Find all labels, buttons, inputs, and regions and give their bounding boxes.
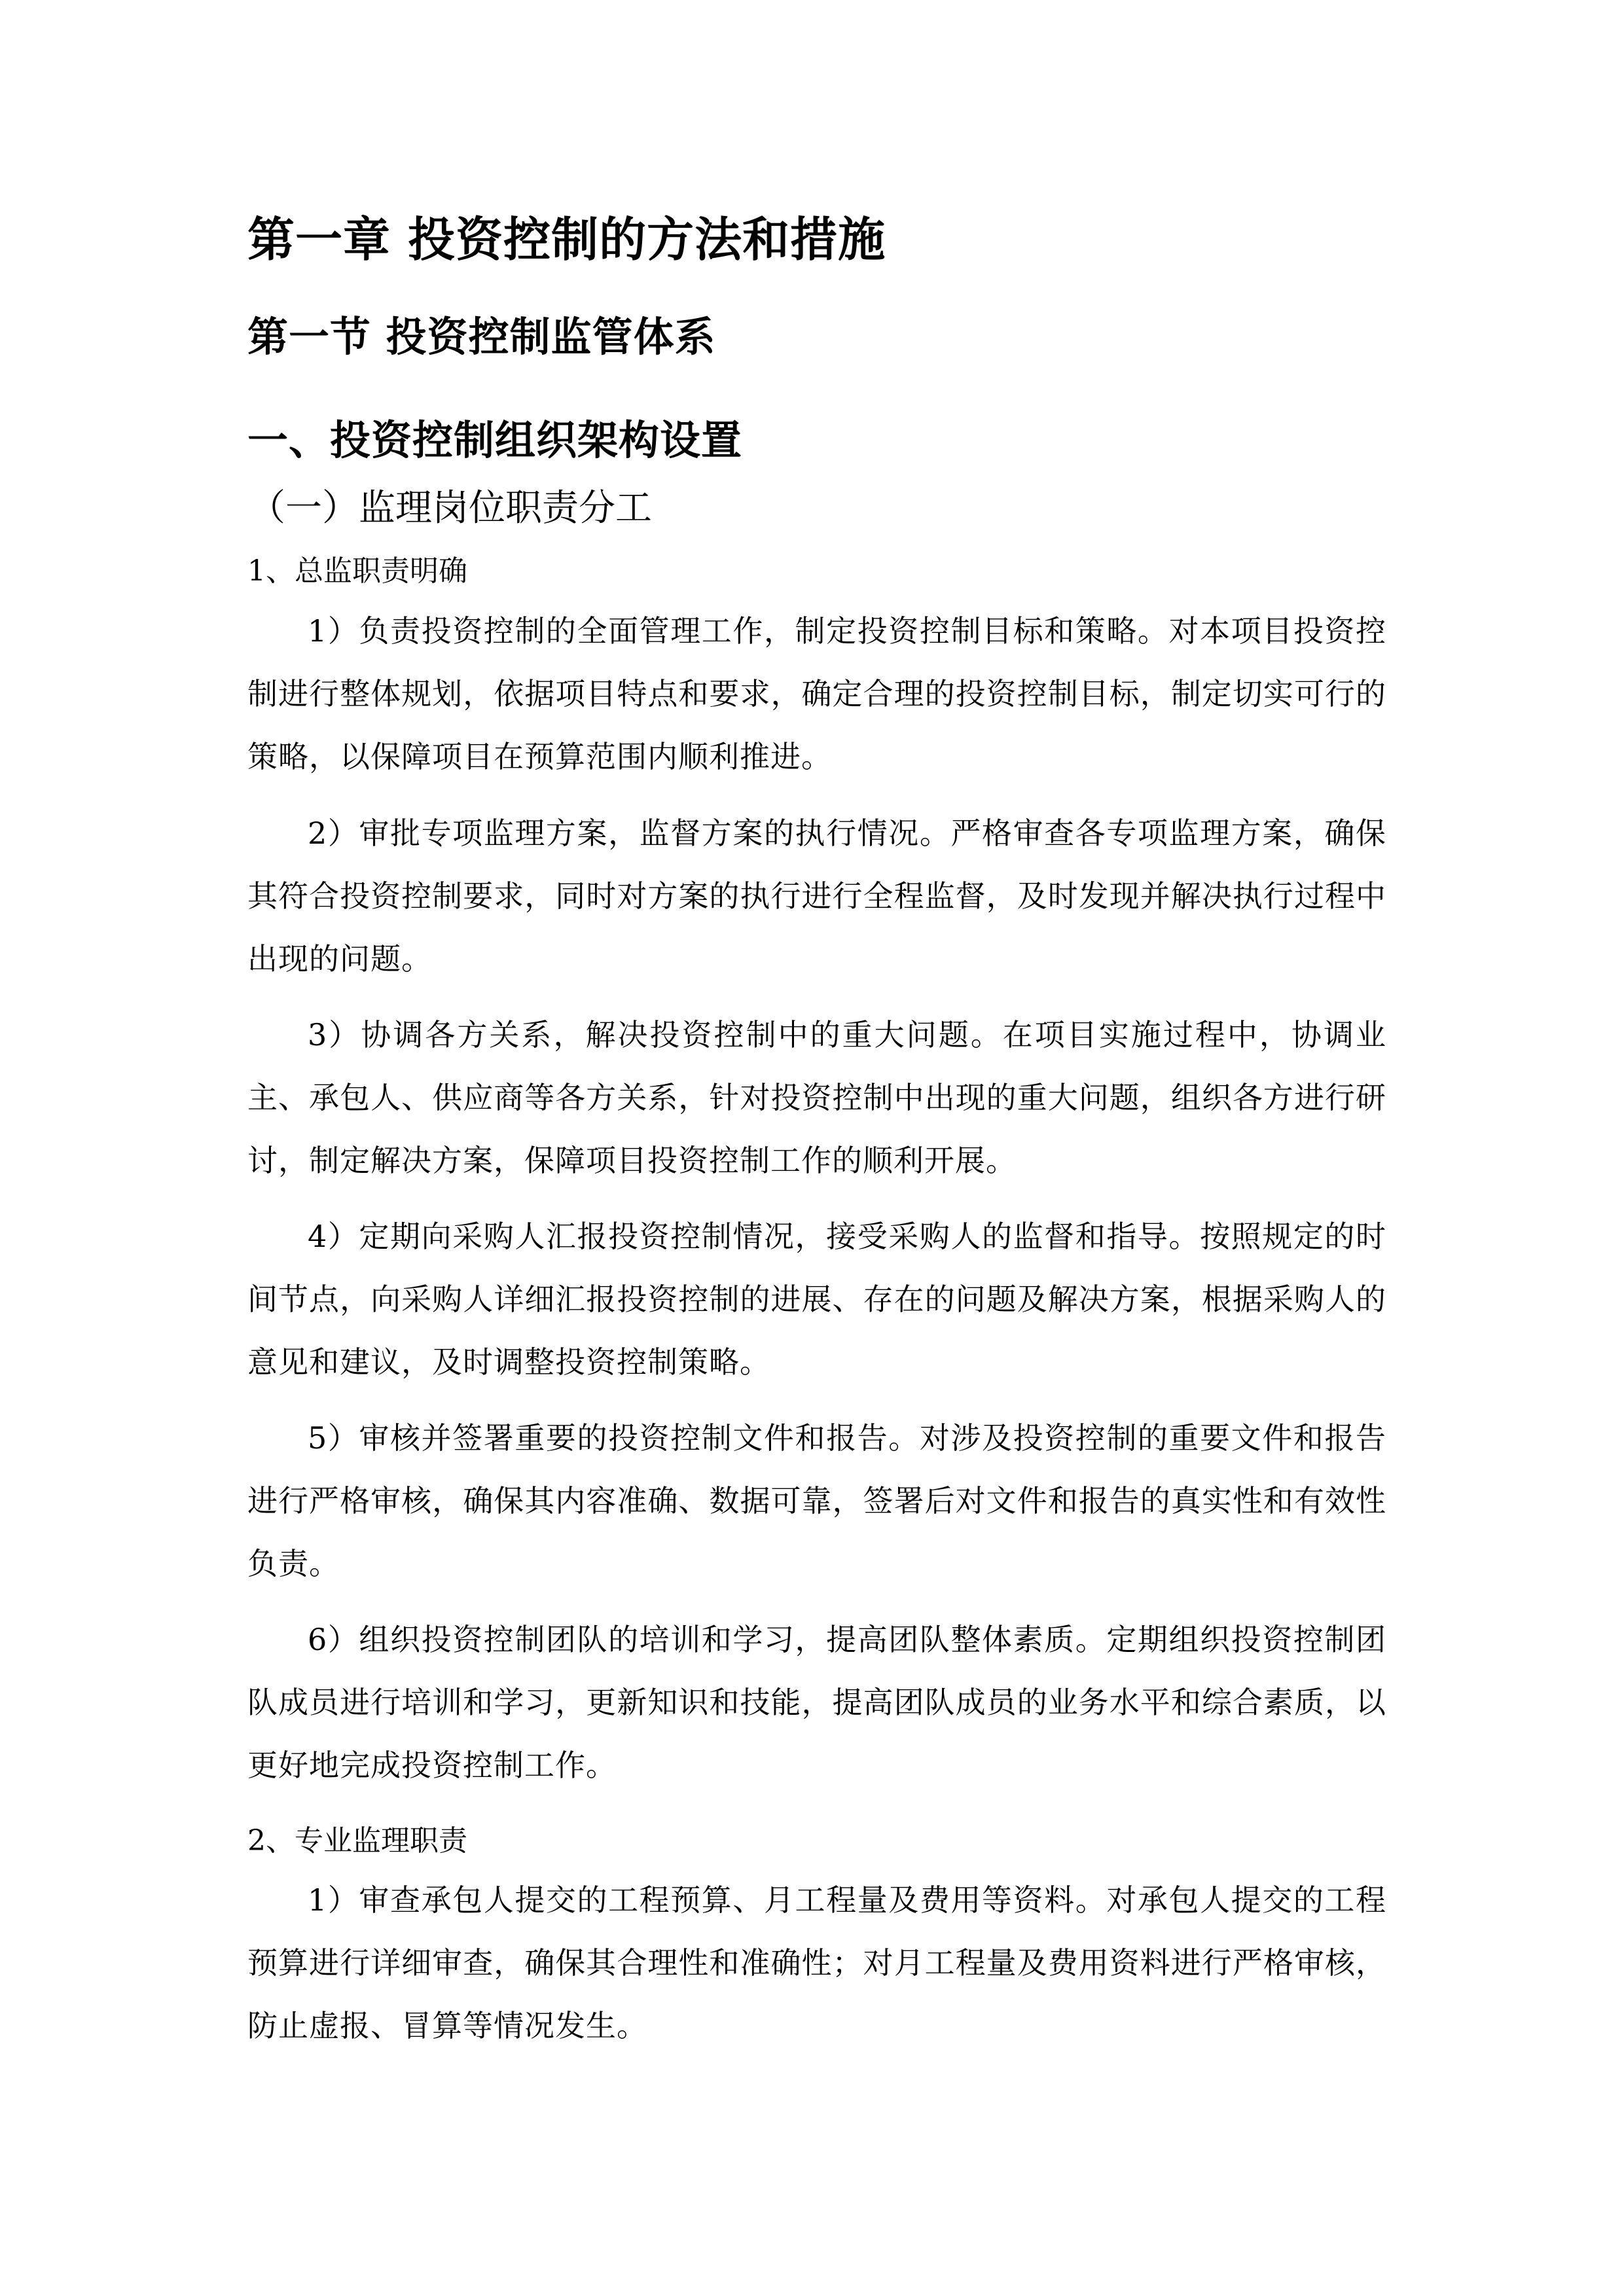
section-title: 第一节 投资控制监管体系 <box>247 313 716 361</box>
item-heading-1: 1、总监职责明确 <box>247 554 467 588</box>
paragraph-1-5: 5）审核并签署重要的投资控制文件和报告。对涉及投资控制的重要文件和报告进行严格审核，确保其内容准确、数据可靠，签署后对文件和报告的真实性和有效性负责。 <box>247 1420 1386 1581</box>
item-heading-2: 2、专业监理职责 <box>247 1824 467 1857</box>
paragraph-1-3: 3）协调各方关系，解决投资控制中的重大问题。在项目实施过程中，协调业主、承包人、供应商等各方关系，针对投资控制中出现的重大问题，组织各方进行研讨，制定解决方案，保障项目投资控制工作的顺利开展。 <box>247 1017 1386 1178</box>
subsection-title: 一、投资控制组织架构设置 <box>247 416 743 464</box>
paragraph-1-6: 6）组织投资控制团队的培训和学习，提高团队整体素质。定期组织投资控制团队成员进行培训和学习，更新知识和技能，提高团队成员的业务水平和综合素质，以更好地完成投资控制工作。 <box>247 1622 1386 1783</box>
subsubsection-title: （一）监理岗位职责分工 <box>249 487 652 529</box>
paragraph-1-1: 1）负责投资控制的全面管理工作，制定投资控制目标和策略。对本项目投资控制进行整体规划，依据项目特点和要求，确定合理的投资控制目标，制定切实可行的策略，以保障项目在预算范围内顺利推进。 <box>247 613 1386 774</box>
paragraph-2-1: 1）审查承包人提交的工程预算、月工程量及费用等资料。对承包人提交的工程预算进行详细审查，确保其合理性和准确性；对月工程量及费用资料进行严格审核，防止虚报、冒算等情况发生。 <box>247 1882 1386 2043</box>
chapter-title: 第一章 投资控制的方法和措施 <box>247 212 886 267</box>
paragraph-1-4: 4）定期向采购人汇报投资控制情况，接受采购人的监督和指导。按照规定的时间节点，向采购人详细汇报投资控制的进展、存在的问题及解决方案，根据采购人的意见和建议，及时调整投资控制策略。 <box>247 1219 1386 1380</box>
paragraph-1-2: 2）审批专项监理方案，监督方案的执行情况。严格审查各专项监理方案，确保其符合投资控制要求，同时对方案的执行进行全程监督，及时发现并解决执行过程中出现的问题。 <box>247 816 1386 977</box>
